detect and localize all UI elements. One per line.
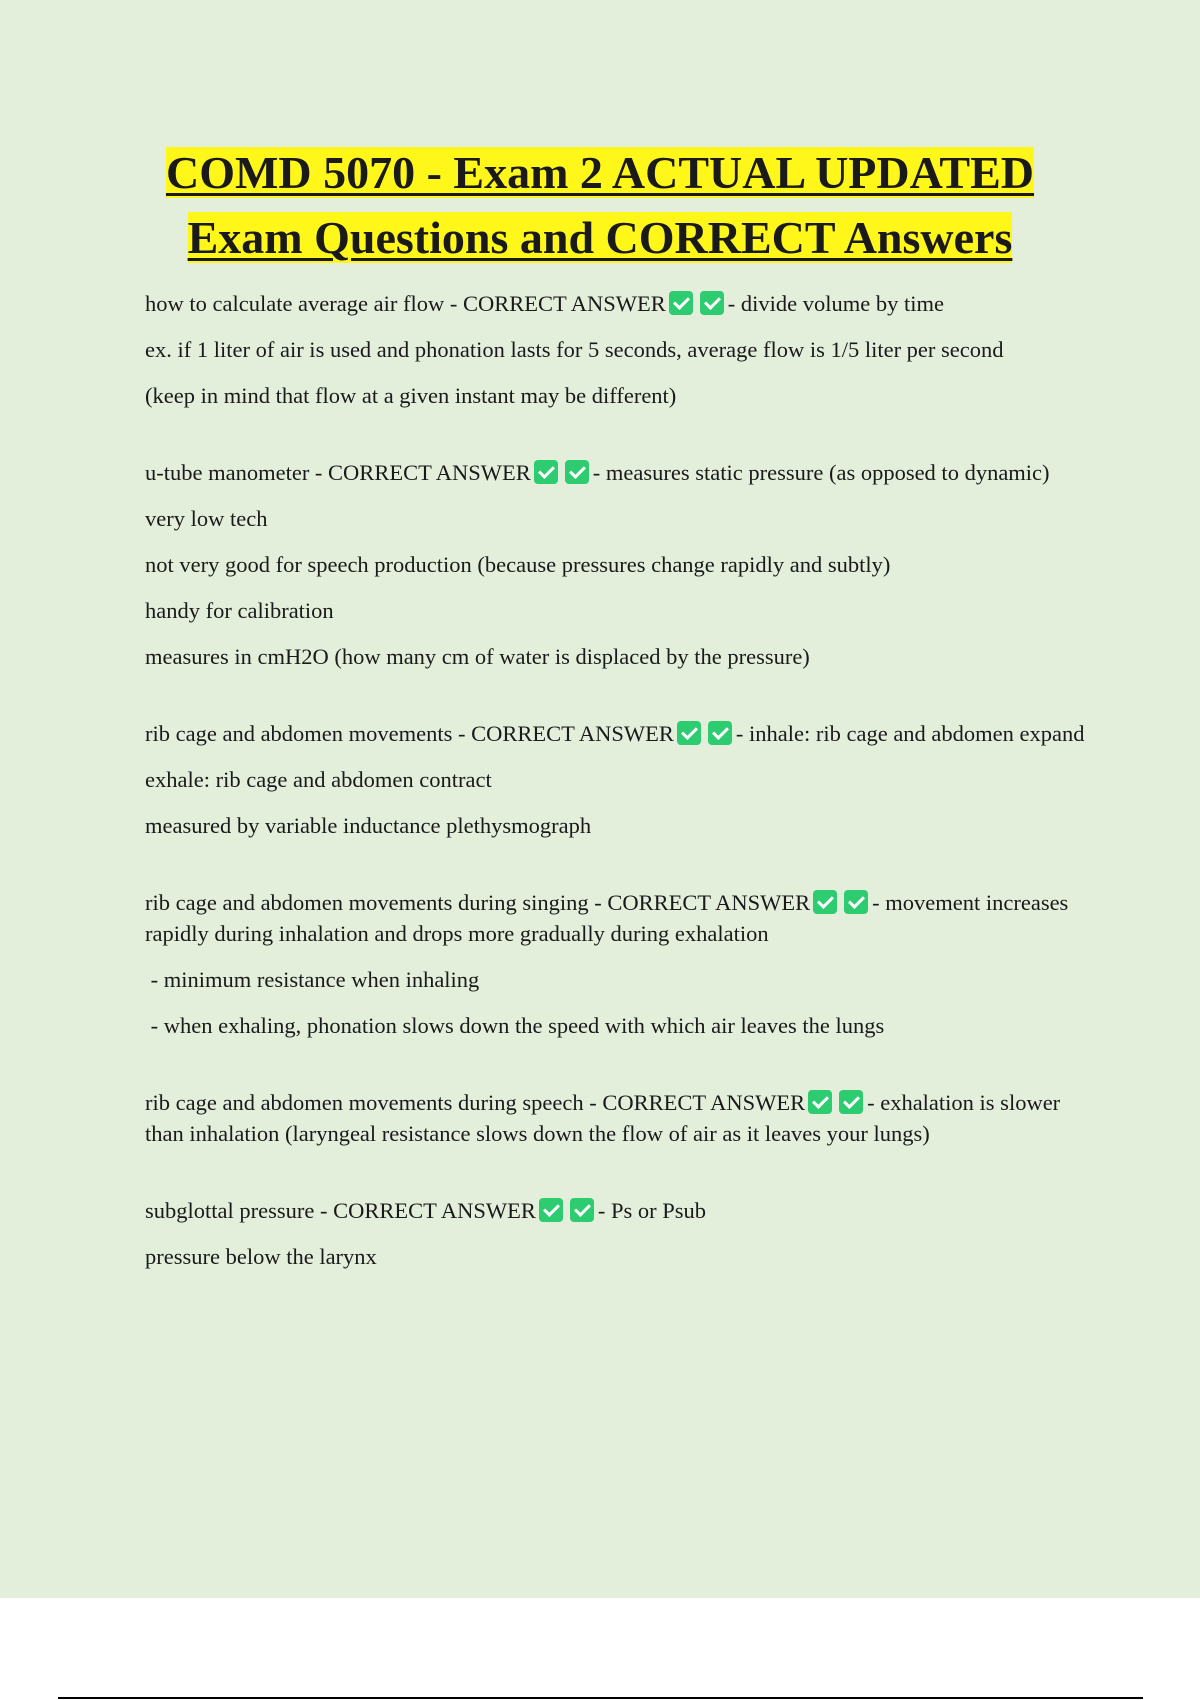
checkmark-icon [700, 291, 724, 315]
qa-detail: pressure below the larynx [145, 1244, 377, 1269]
title-line-2: Exam Questions and CORRECT Answers [187, 212, 1013, 263]
qa-answer: - Ps or Psub [597, 1198, 706, 1223]
qa-detail: - minimum resistance when inhaling [145, 967, 480, 992]
qa-item [145, 1087, 1085, 1149]
checkmark-icon [539, 1198, 563, 1222]
qa-detail: (keep in mind that flow at a given instant may be different) [145, 383, 677, 408]
qa-detail: not very good for speech production (because pressures change rapidly and subtly) [145, 552, 891, 577]
qa-question-line [145, 288, 1085, 319]
qa-detail: very low tech [145, 506, 268, 531]
checkmark-icon [708, 721, 732, 745]
qa-question-line [145, 1087, 1085, 1149]
checkmark-icon [813, 890, 837, 914]
qa-question-line [145, 1195, 1085, 1226]
qa-detail: measures in cmH2O (how many cm of water is displaced by the pressure) [145, 644, 810, 669]
qa-question-line [145, 887, 1085, 949]
qa-item [145, 288, 1085, 411]
qa-content [145, 288, 1085, 1318]
title-line-1: COMD 5070 - Exam 2 ACTUAL UPDATED [165, 147, 1035, 198]
checkmark-icon [839, 1090, 863, 1114]
qa-question-line [145, 457, 1085, 488]
qa-question: subglottal pressure - CORRECT ANSWER [145, 1198, 536, 1223]
checkmark-icon [677, 721, 701, 745]
checkmark-icon [808, 1090, 832, 1114]
checkmark-icon [844, 890, 868, 914]
qa-item [145, 718, 1085, 841]
checkmark-icon [565, 460, 589, 484]
qa-question: u-tube manometer - CORRECT ANSWER [145, 460, 531, 485]
qa-answer: - divide volume by time [727, 291, 944, 316]
qa-detail: - when exhaling, phonation slows down the speed with which air leaves the lungs [145, 1013, 885, 1038]
qa-detail: exhale: rib cage and abdomen contract [145, 767, 492, 792]
qa-question: how to calculate average air flow - CORRECT ANSWER [145, 291, 666, 316]
qa-answer: - inhale: rib cage and abdomen expand [735, 721, 1085, 746]
qa-detail: measured by variable inductance plethysmograph [145, 813, 592, 838]
qa-item [145, 1195, 1085, 1272]
qa-answer: - movement increases rapidly during inhalation and drops more gradually during exhalation [145, 890, 1069, 946]
qa-answer: - measures static pressure (as opposed to dynamic) [592, 460, 1050, 485]
qa-question: rib cage and abdomen movements during singing - CORRECT ANSWER [145, 890, 811, 915]
qa-question: rib cage and abdomen movements during speech - CORRECT ANSWER [145, 1090, 806, 1115]
qa-item [145, 887, 1085, 1041]
qa-question: rib cage and abdomen movements - CORRECT ANSWER [145, 721, 674, 746]
qa-detail: handy for calibration [145, 598, 334, 623]
document-title [0, 140, 1200, 270]
checkmark-icon [570, 1198, 594, 1222]
checkmark-icon [534, 460, 558, 484]
qa-detail: ex. if 1 liter of air is used and phonation lasts for 5 seconds, average flow is 1/5 liter per second [145, 337, 1004, 362]
qa-answer: - exhalation is slower than inhalation (laryngeal resistance slows down the flow of air as it leaves your lungs) [145, 1090, 1061, 1146]
footer-divider [58, 1697, 1143, 1699]
checkmark-icon [669, 291, 693, 315]
qa-item [145, 457, 1085, 672]
qa-question-line [145, 718, 1085, 749]
